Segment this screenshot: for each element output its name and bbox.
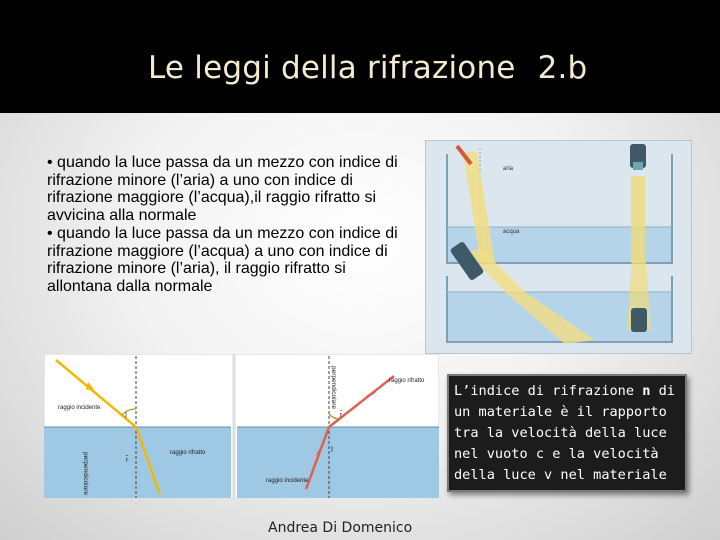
- label-normal-left: perpendicolare: [82, 452, 89, 496]
- bullet-1: • quando la luce passa da un mezzo con indice di rifrazione minore (l’aria) a uno con indice di rifrazione maggiore (l’acqua),il raggio rifratto si avvicina alla normale: [47, 154, 398, 225]
- label-refracted-left: raggio rifratto: [170, 450, 206, 456]
- angle-r-right: r̂: [340, 412, 343, 419]
- refraction-index-callout: [447, 374, 687, 492]
- photo-label-air: aria: [503, 166, 514, 172]
- body-text: [47, 154, 399, 296]
- label-normal-right: perpendicolare: [330, 366, 337, 410]
- title-number: 2.b: [537, 50, 588, 86]
- footer-author: Andrea Di Domenico: [268, 520, 413, 536]
- callout-symbol: n: [642, 383, 651, 399]
- photo-label-water: acqua: [503, 229, 520, 235]
- label-refracted-right: raggio rifratto: [389, 378, 425, 384]
- label-incident-right: raggio incidente: [266, 478, 309, 484]
- angle-r-left: r̂: [126, 457, 129, 464]
- title-bar: [0, 0, 720, 113]
- angle-i-left: î: [125, 413, 127, 420]
- callout-text: [454, 381, 686, 486]
- refraction-diagram: [44, 354, 439, 498]
- callout-after: di un materiale è il rapporto tra la velocità della luce nel vuoto c e la velocità della luce v nel materiale: [454, 383, 675, 483]
- slide-title: [148, 50, 587, 86]
- refraction-photo: [425, 140, 692, 354]
- label-incident-left: raggio incidente: [58, 405, 101, 411]
- callout-before: L’indice di rifrazione: [454, 383, 643, 399]
- angle-i-right: î: [331, 447, 333, 454]
- title-text: Le leggi della rifrazione: [148, 50, 516, 86]
- bullet-2: • quando la luce passa da un mezzo con indice di rifrazione maggiore (l’acqua) a uno con indice di rifrazione minore (l’aria), il raggio rifratto si allontana dalla normale: [47, 224, 398, 295]
